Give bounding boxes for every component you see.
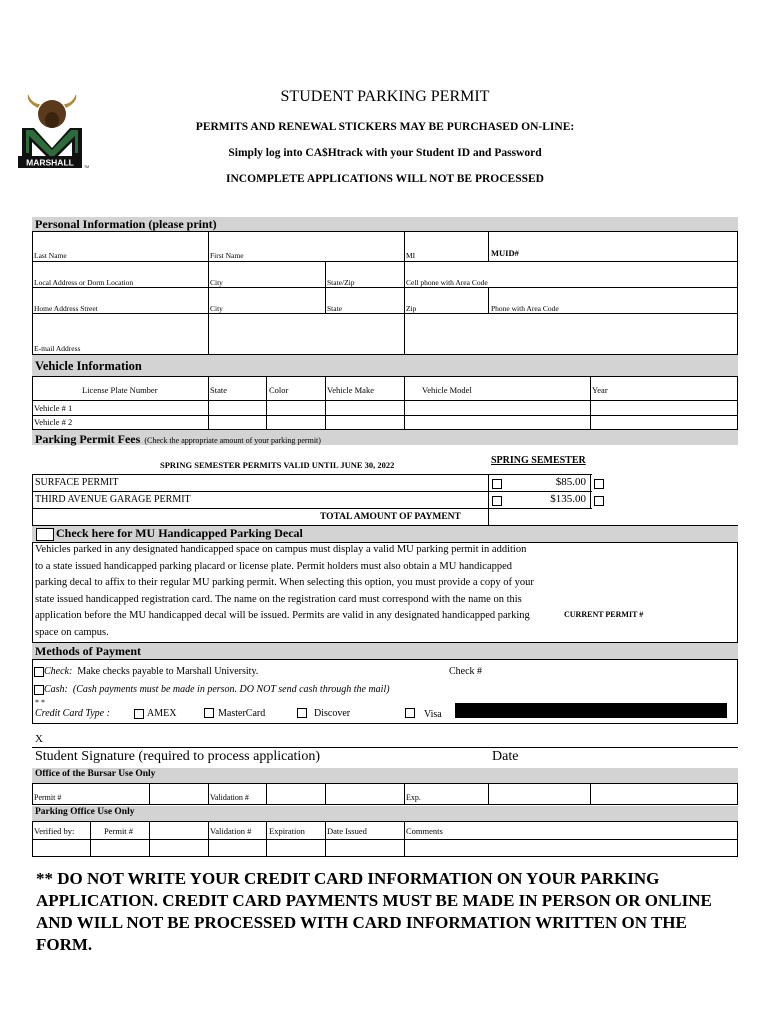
credit-card-type-label: Credit Card Type :	[35, 708, 110, 719]
office-date-issued-field[interactable]: Date Issued	[327, 826, 367, 836]
credit-card-warning: ** DO NOT WRITE YOUR CREDIT CARD INFORMATION ON YOUR PARKING APPLICATION. CREDIT CARD PAYMENTS MUST BE MADE IN PERSON OR ONLINE AND WILL NOT BE PROCESSED WITH CARD INFORMATION WRITTEN ON THE FORM.	[36, 869, 712, 954]
home-zip-field[interactable]: Zip	[406, 304, 417, 313]
verified-by-field[interactable]: Verified by:	[34, 826, 75, 836]
office-validation-field[interactable]: Validation #	[210, 826, 252, 836]
payment-heading: Methods of Payment	[35, 644, 141, 658]
amex-label: AMEX	[147, 708, 177, 719]
handicapped-heading: Check here for MU Handicapped Parking Decal	[56, 526, 303, 540]
col-state: State	[210, 385, 227, 395]
home-state-field[interactable]: State	[327, 304, 342, 313]
check-payment-row: Check: Make checks payable to Marshall University.	[44, 666, 259, 677]
cash-payment-row: Cash: (Cash payments must be made in person. DO NOT send cash through the mail)	[44, 684, 390, 695]
office-comments-field[interactable]: Comments	[406, 826, 443, 836]
bursar-heading: Office of the Bursar Use Only	[35, 769, 156, 779]
online-purchase-note: PERMITS AND RENEWAL STICKERS MAY BE PURCHASED ON-LINE:	[195, 121, 575, 133]
visa-checkbox[interactable]	[405, 708, 415, 718]
svg-text:TM: TM	[84, 165, 90, 169]
vehicle-2-row[interactable]: Vehicle # 2	[34, 417, 73, 427]
local-city-field[interactable]: City	[210, 278, 223, 287]
col-vehicle-make: Vehicle Make	[327, 385, 374, 395]
discover-label: Discover	[314, 708, 351, 719]
bursar-exp-field[interactable]: Exp.	[406, 793, 421, 802]
local-address-field[interactable]: Local Address or Dorm Location	[34, 278, 134, 287]
discover-checkbox[interactable]	[297, 708, 307, 718]
spring-valid-until: SPRING SEMESTER PERMITS VALID UNTIL JUNE 30, 2022	[160, 460, 395, 470]
surface-permit-label: SURFACE PERMIT	[35, 477, 119, 488]
current-permit-label: CURRENT PERMIT #	[564, 610, 644, 619]
surface-permit-checkbox-2[interactable]	[594, 479, 604, 489]
signature-date-label: Date	[492, 749, 519, 764]
handicapped-description: Vehicles parked in any designated handicapped space on campus must display a valid MU parking permit in addition to a state issued handicapped parking placard or license plate. Permit holders must also obtain a MU handicapped parking decal to affix to their regular MU parking permit. When selecting this option, you must provide a copy of your state issued handicapped registration card. The name on the registration card must correspond with the name on this application before the MU handicapped decal will be issued. Permits are valid in any designated handicapped parking space on campus.	[35, 544, 534, 638]
parking-office-heading: Parking Office Use Only	[35, 807, 135, 817]
cash-payment-checkbox[interactable]	[34, 685, 44, 695]
check-payment-checkbox[interactable]	[34, 667, 44, 677]
personal-info-heading: Personal Information (please print)	[35, 217, 217, 231]
mastercard-checkbox[interactable]	[204, 708, 214, 718]
check-number-field[interactable]: Check #	[449, 666, 483, 677]
last-name-field[interactable]: Last Name	[34, 251, 67, 260]
vehicle-1-row[interactable]: Vehicle # 1	[34, 403, 73, 413]
garage-permit-checkbox-2[interactable]	[594, 496, 604, 506]
mi-field[interactable]: MI	[406, 251, 416, 260]
handicapped-checkbox[interactable]	[36, 528, 54, 541]
office-permit-field[interactable]: Permit #	[104, 826, 134, 836]
bursar-permit-field[interactable]: Permit #	[34, 793, 62, 802]
surface-permit-price: $85.00	[555, 476, 586, 488]
credit-card-stars: * *	[35, 698, 45, 707]
total-payment-label: TOTAL AMOUNT OF PAYMENT	[320, 512, 461, 522]
home-address-field[interactable]: Home Address Street	[34, 304, 98, 313]
spring-semester-label: SPRING SEMESTER	[491, 455, 586, 466]
mastercard-label: MasterCard	[218, 708, 266, 719]
cashtrack-instruction: Simply log into CA$Htrack with your Student ID and Password	[228, 147, 542, 159]
home-phone-field[interactable]: Phone with Area Code	[491, 304, 559, 313]
vehicle-info-heading: Vehicle Information	[35, 359, 142, 373]
garage-permit-label: THIRD AVENUE GARAGE PERMIT	[35, 494, 191, 505]
form-title: STUDENT PARKING PERMIT	[280, 88, 490, 105]
parking-form	[32, 217, 738, 857]
col-vehicle-model: Vehicle Model	[422, 385, 472, 395]
amex-checkbox[interactable]	[134, 709, 144, 719]
email-field[interactable]: E-mail Address	[34, 344, 81, 353]
card-number-redacted	[455, 703, 727, 718]
col-license-plate: License Plate Number	[82, 385, 158, 395]
signature-x: X	[35, 733, 43, 745]
incomplete-warning: INCOMPLETE APPLICATIONS WILL NOT BE PROCESSED	[226, 173, 544, 185]
office-expiration-field[interactable]: Expiration	[269, 826, 305, 836]
garage-permit-checkbox[interactable]	[492, 496, 502, 506]
cell-phone-field[interactable]: Cell phone with Area Code	[406, 278, 488, 287]
surface-permit-checkbox[interactable]	[492, 479, 502, 489]
home-city-field[interactable]: City	[210, 304, 223, 313]
col-color: Color	[269, 385, 289, 395]
visa-label: Visa	[424, 709, 442, 720]
parking-office-bar	[32, 806, 738, 821]
signature-label: Student Signature (required to process application)	[35, 749, 320, 764]
garage-permit-price: $135.00	[550, 493, 586, 505]
fees-heading: Parking Permit Fees (Check the appropriate amount of your parking permit)	[35, 432, 321, 446]
svg-text:MARSHALL: MARSHALL	[26, 157, 74, 168]
state-zip-field[interactable]: State/Zip	[327, 278, 355, 287]
muid-field[interactable]: MUID#	[491, 248, 519, 258]
col-year: Year	[592, 385, 608, 395]
first-name-field[interactable]: First Name	[210, 251, 244, 260]
bursar-validation-field[interactable]: Validation #	[210, 793, 249, 802]
